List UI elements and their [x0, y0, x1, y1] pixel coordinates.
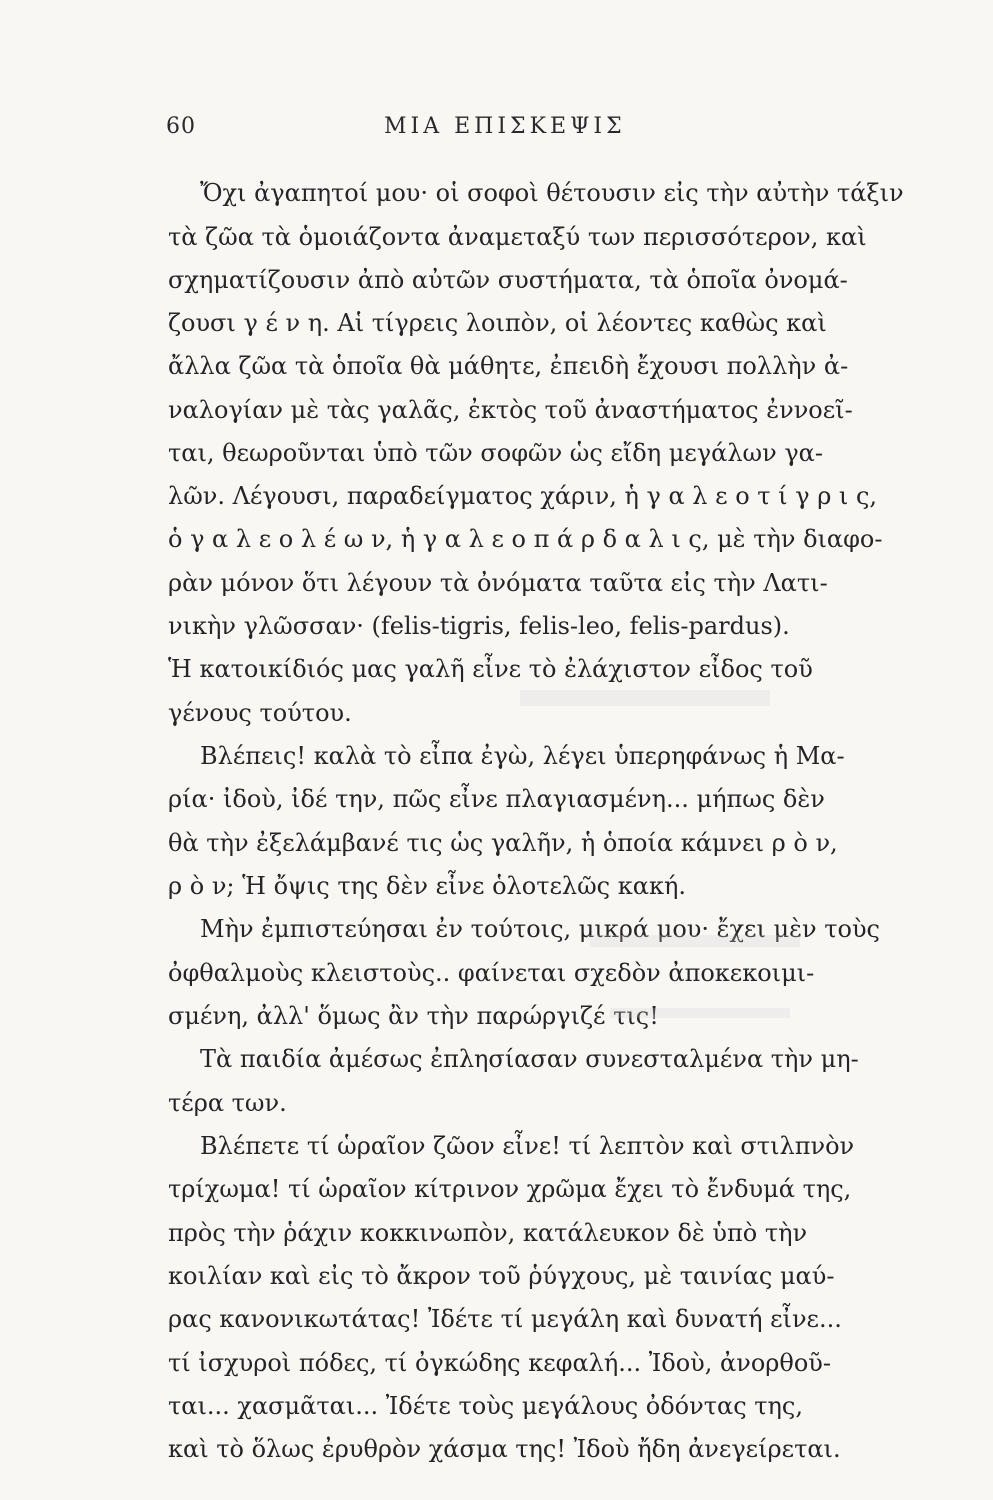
text-line: λῶν. Λέγουσι, παραδείγματος χάριν, ἡ γ α λ ε ο τ ί γ ρ ι ς,: [168, 482, 878, 510]
text-line: ται, θεωροῦνται ὑπὸ τῶν σοφῶν ὡς εἴδη μεγάλων γα-: [168, 439, 823, 467]
text-line: ται... χασμᾶται... Ἰδέτε τοὺς μεγάλους ὀδόντας της,: [168, 1392, 803, 1420]
text-line: ζουσι γ έ ν η. Αἱ τίγρεις λοιπὸν, οἱ λέοντες καθὼς καὶ: [168, 309, 827, 337]
text-line: τὰ ζῶα τὰ ὁμοιάζοντα ἀναμεταξύ των περισσότερον, καὶ: [168, 223, 867, 251]
text-line: ναλογίαν μὲ τὰς γαλᾶς, ἐκτὸς τοῦ ἀναστήματος ἐννοεῖ-: [168, 396, 853, 424]
text-line: πρὸς τὴν ῥάχιν κοκκινωπὸν, κατάλευκον δὲ ὑπὸ τὴν: [168, 1219, 808, 1247]
text-line: τρίχωμα! τί ὡραῖον κίτρινον χρῶμα ἔχει τὸ ἔνδυμά της,: [168, 1175, 852, 1203]
text-line: σμένη, ἀλλ' ὅμως ἂν τὴν παρώργιζέ τις!: [168, 1002, 659, 1030]
text-line: ἄλλα ζῶα τὰ ὁποῖα θὰ μάθητε, ἐπειδὴ ἔχουσι πολλὴν ἀ-: [168, 352, 849, 380]
text-line: Βλέπεις! καλὰ τὸ εἶπα ἐγὼ, λέγει ὑπερηφάνως ἡ Μα-: [200, 742, 845, 770]
page-number: 60: [166, 114, 196, 139]
bleed-through-mark: [610, 1008, 790, 1018]
text-line: κοιλίαν καὶ εἰς τὸ ἄκρον τοῦ ῥύγχους, μὲ ταινίας μαύ-: [168, 1262, 835, 1290]
text-line: ὁ γ α λ ε ο λ έ ω ν, ἡ γ α λ ε ο π ά ρ δ α λ ι ς, μὲ τὴν διαφο-: [168, 525, 883, 553]
text-line: νικὴν γλῶσσαν· (felis-tigris, felis-leo, felis-pardus).: [168, 612, 790, 640]
text-line: σχηματίζουσιν ἀπὸ αὐτῶν συστήματα, τὰ ὁποῖα ὀνομά-: [168, 266, 848, 294]
text-line: τί ἰσχυροὶ πόδες, τί ὀγκώδης κεφαλή... Ἰδοὺ, ἀνορθοῦ-: [168, 1349, 831, 1377]
text-line: καὶ τὸ ὅλως ἐρυθρὸν χάσμα της! Ἰδοὺ ἤδη ἀνεγείρεται.: [168, 1435, 841, 1463]
bleed-through-mark: [520, 690, 770, 706]
text-line: θὰ τὴν ἐξελάμβανέ τις ὡς γαλῆν, ἡ ὁποία κάμνει ρ ὸ ν,: [168, 829, 838, 857]
text-line: ρ ὸ ν; Ἡ ὄψις της δὲν εἶνε ὁλοτελῶς κακή.: [168, 872, 686, 900]
text-line: τέρα των.: [168, 1089, 287, 1117]
bleed-through-mark: [590, 935, 800, 947]
running-head: ΜΙΑ ΕΠΙΣΚΕΨΙΣ: [384, 114, 626, 139]
text-line: ρία· ἰδοὺ, ἰδέ την, πῶς εἶνε πλαγιασμένη... μήπως δὲν: [168, 785, 825, 813]
text-line: Ἡ κατοικίδιός μας γαλῆ εἶνε τὸ ἐλάχιστον εἶδος τοῦ: [168, 655, 813, 683]
text-line: γένους τούτου.: [168, 699, 352, 727]
text-line: Βλέπετε τί ὡραῖον ζῶον εἶνε! τί λεπτὸν καὶ στιλπνὸν: [200, 1132, 855, 1160]
text-line: Ὄχι ἀγαπητοί μου· οἱ σοφοὶ θέτουσιν εἰς τὴν αὐτὴν τάξιν: [200, 179, 904, 207]
text-line: ρας κανονικωτάτας! Ἰδέτε τί μεγάλη καὶ δυνατή εἶνε...: [168, 1305, 842, 1333]
text-line: ρὰν μόνον ὅτι λέγουν τὰ ὀνόματα ταῦτα εἰς τὴν Λατι-: [168, 569, 828, 597]
text-line: Τὰ παιδία ἀμέσως ἐπλησίασαν συνεσταλμένα τὴν μη-: [200, 1045, 859, 1073]
text-line: Μὴν ἐμπιστεύησαι ἐν τούτοις, μικρά μου· ἔχει μὲν τοὺς: [200, 915, 880, 943]
text-line: ὀφθαλμοὺς κλειστοὺς.. φαίνεται σχεδὸν ἀποκεκοιμι-: [168, 959, 815, 987]
